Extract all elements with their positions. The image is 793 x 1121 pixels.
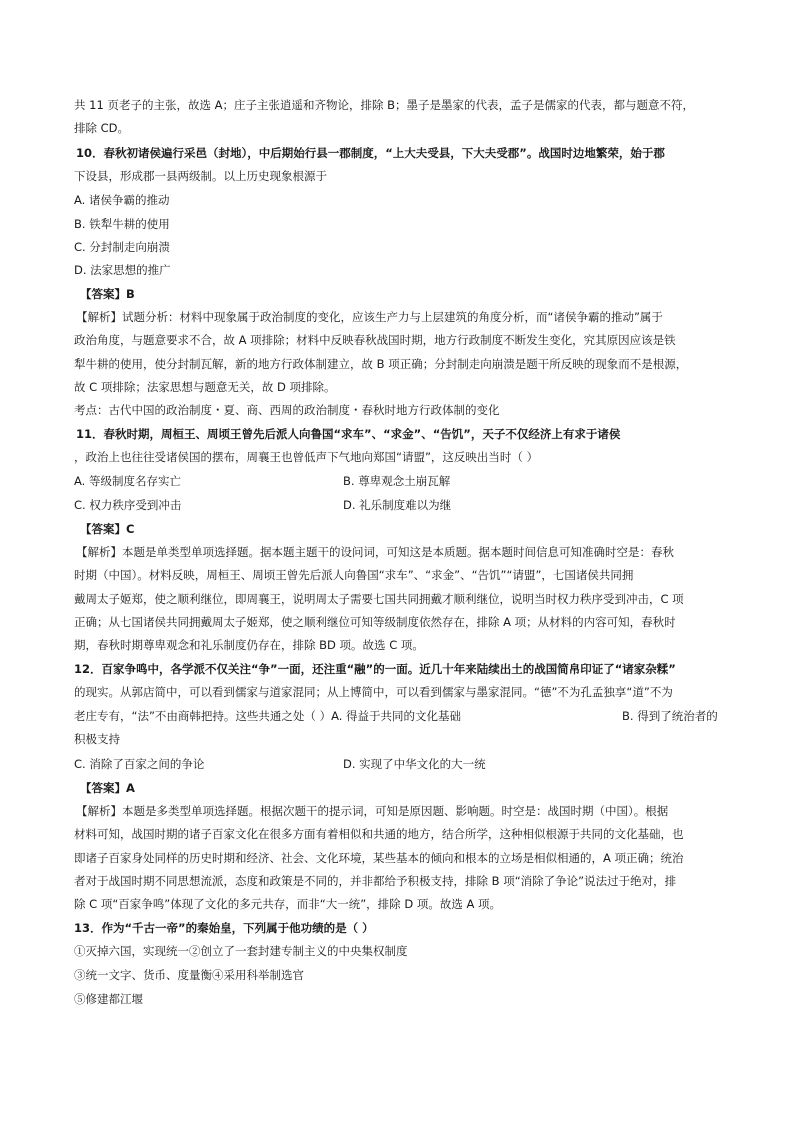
option-d: D. 实现了中华文化的大一统: [343, 757, 486, 771]
option-a: A. 等级制度名存实亡: [74, 474, 181, 488]
question-12-cont: 的现实。从郭店简中，可以看到儒家与道家混同；从上博简中，可以看到儒家与墨家混同。“德”不为孔孟独享“道”不为: [74, 685, 673, 699]
question-12-cont: 积极支持: [74, 732, 120, 746]
question-11: 11．春秋时期，周桓王、周顷王曾先后派人向鲁国“求车”、“求金”、“告饥”，天子不仅经济上有求于诸侯: [76, 427, 621, 441]
explanation-line: 正确；从七国诸侯共同拥戴周太子姬郑，使之顺利继位可知等级制度依然存在，排除 A 项；从材料的内容可知，春秋时: [74, 615, 676, 629]
explanation-line: 者对于战国时期不同思想流派，态度和政策是不同的，并非都给予积极支持，排除 B 项“消除了争论”说法过于绝对，排: [74, 874, 677, 888]
text-line: 排除 CD。: [74, 121, 130, 135]
explanation-line: 政治角度，与题意要求不合，故 A 项排除；材料中反映春秋战国时期，地方行政制度不断发生变化，究其原因应该是铁: [74, 333, 676, 347]
key-point-line: 考点：古代中国的政治制度・夏、商、西周的政治制度・春秋时地方行政体制的变化: [74, 403, 500, 417]
option-a: A. 诸侯争霸的推动: [74, 193, 170, 207]
question-11-cont: ，政治上也往往受诸侯国的摆布，周襄王也曾低声下气地向郑国“请盟”，这反映出当时（ ）: [74, 450, 539, 464]
option-b: B. 尊卑观念土崩瓦解: [343, 474, 451, 488]
explanation-line: 戴周太子姬郑，使之顺利继位，即周襄王，说明周太子需要七国共同拥戴才顺利继位，说明当时权力秩序受到冲击，C 项: [74, 592, 684, 606]
option-c: C. 消除了百家之间的争论: [74, 757, 205, 771]
explanation-line: 期，春秋时期尊卑观念和礼乐制度仍存在，排除 BD 项。故选 C 项。: [74, 638, 424, 652]
answer-label: 【答案】A: [80, 781, 135, 795]
explanation-line: 故 C 项排除；法家思想与题意无关，故 D 项排除。: [74, 380, 336, 394]
statement-line: ①灭掉六国，实现统一②创立了一套封建专制主义的中央集权制度: [74, 944, 408, 958]
question-12: 12．百家争鸣中，各学派不仅关注“争”一面，还注重“融”的一面。近几十年来陆续出土的战国简帛印证了“诸家杂糅”: [74, 662, 676, 676]
option-d: D. 礼乐制度难以为继: [343, 498, 452, 512]
question-10: 10．春秋初诸侯遍行采邑（封地），中后期始行县一郡制度，“上大夫受县，下大夫受郡”。战国时边地繁荣，始于郡: [76, 146, 665, 160]
explanation-line: 时期（中国）。材料反映，周桓王、周顷王曾先后派人向鲁国“求车”、“求金”、“告饥”“请盟”，七国诸侯共同拥: [74, 568, 634, 582]
option-b: B. 得到了统治者的: [622, 709, 718, 723]
explanation-line: 【解析】试题分析：材料中现象属于政治制度的变化，应该生产力与上层建筑的角度分析，而“诸侯争霸的推动”属于: [76, 310, 663, 324]
explanation-line: 犁牛耕的使用，使分封制瓦解，新的地方行政体制建立，故 B 项正确；分封制走向崩溃是题干所反映的现象而不是根源，: [74, 357, 688, 371]
question-13: 13．作为“千古一帝”的秦始皇，下列属于他功绩的是（ ）: [74, 921, 374, 935]
question-10-cont: 下设县，形成郡一县两级制。以上历史现象根源于: [74, 169, 327, 183]
text-line: 共 11 页老子的主张，故选 A；庄子主张逍遥和齐物论，排除 B；墨子是墨家的代表，孟子是儒家的代表，都与题意不符，: [74, 98, 695, 112]
statement-line: ⑤修建都江堰: [74, 992, 143, 1006]
question-12-cont: 老庄专有，“法”不由商韩把持。这些共通之处（ ）A. 得益于共同的文化基础: [74, 709, 462, 723]
explanation-line: 【解析】本题是多类型单项选择题。根据次题干的提示词，可知是原因题、影响题。时空是：战国时期（中国）。根据: [76, 804, 669, 818]
option-d: D. 法家思想的推广: [74, 263, 171, 277]
option-c: C. 分封制走向崩溃: [74, 240, 170, 254]
option-c: C. 权力秩序受到冲击: [74, 498, 182, 512]
answer-label: 【答案】B: [80, 287, 135, 301]
explanation-line: 【解析】本题是单类型单项选择题。据本题主题干的设问词，可知这是本质题。据本题时间信息可知准确时空是：春秋: [76, 545, 674, 559]
explanation-line: 除 C 项“百家争鸣”体现了文化的多元共存，而非“大一统”，排除 D 项。故选 A 项。: [74, 897, 502, 911]
statement-line: ③统一文字、货币、度量衡④采用科举制选官: [74, 968, 304, 982]
explanation-line: 即诸子百家身处同样的历史时期和经济、社会、文化环境，某些基本的倾向和根本的立场是相似相通的，A 项正确；统治: [74, 851, 684, 865]
explanation-line: 材料可知，战国时期的诸子百家文化在很多方面有着相似和共通的地方，结合所学，这种相似根源于共同的文化基础，也: [74, 827, 684, 841]
answer-label: 【答案】C: [80, 522, 135, 536]
option-b: B. 铁犁牛耕的使用: [74, 217, 170, 231]
